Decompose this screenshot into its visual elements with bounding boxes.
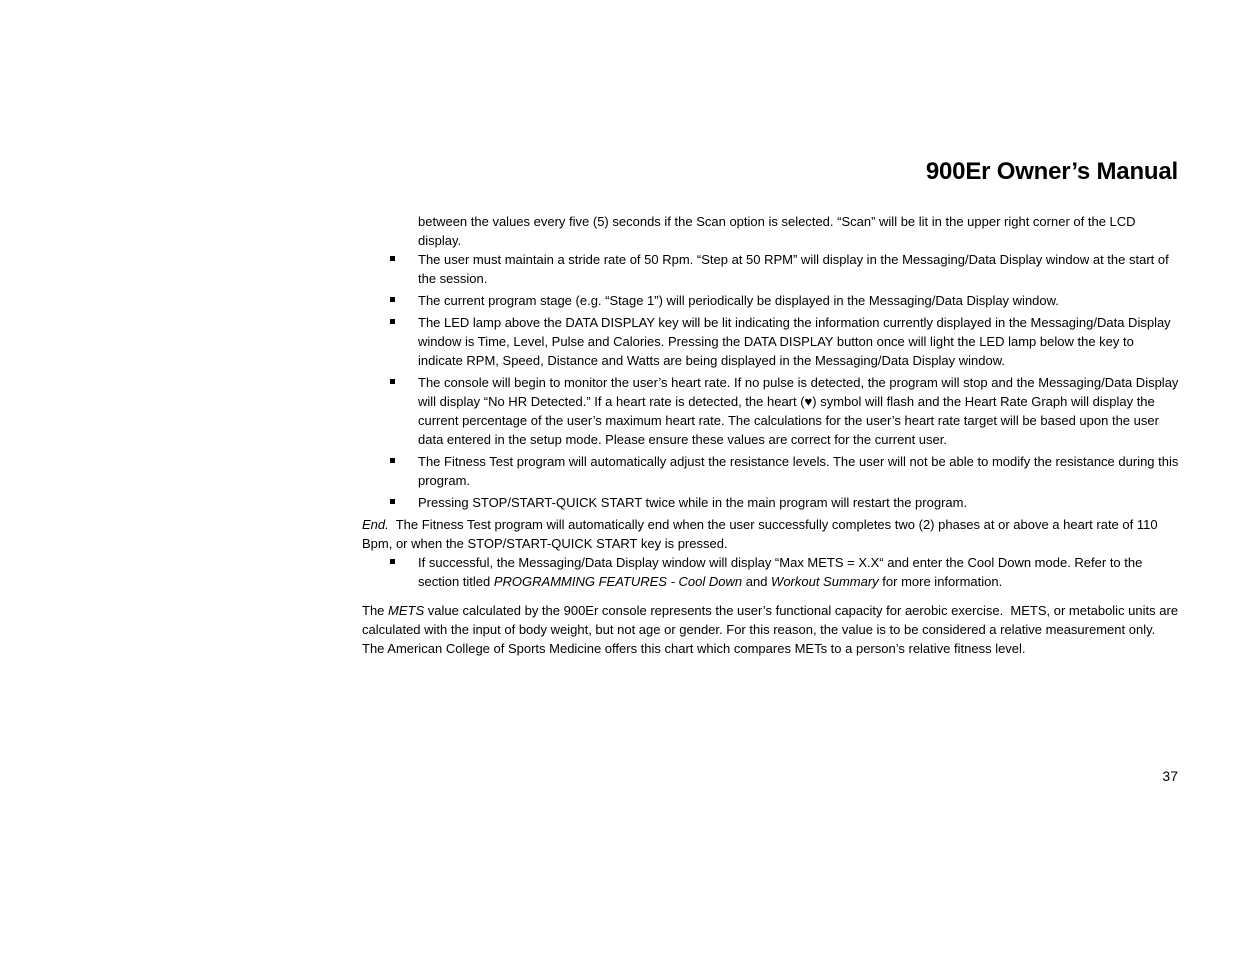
list-item: The console will begin to monitor the user’s heart rate. If no pulse is detected, the program will stop and the Messaging/Data Display will display “No HR Detected.” If a heart rate is detected, the heart (♥) symbol will flash and the Heart Rate Graph will display the current percentage of the user’s maximum heart rate. The calculations for the user’s heart rate target will be based upon the user data entered in the setup mode. Please ensure these values are correct for the current user. (362, 373, 1180, 449)
mets-paragraph: The METS value calculated by the 900Er console represents the user’s functional capacity for aerobic exercise. METS, or metabolic units are calculated with the input of body weight, but not age or gender. For this reason, the value is to be considered a relative measurement only. The American College of Sports Medicine offers this chart which compares METs to a person’s relative fitness level. (362, 603, 1182, 656)
bullet-square-icon (390, 297, 395, 302)
list-item: The current program stage (e.g. “Stage 1”) will periodically be displayed in the Messaging/Data Display window. (362, 291, 1180, 310)
list-item: The user must maintain a stride rate of 50 Rpm. “Step at 50 RPM” will display in the Messaging/Data Display window at the start of the session. (362, 250, 1180, 288)
page-number: 37 (1162, 768, 1178, 784)
list-item: If successful, the Messaging/Data Display window will display “Max METS = X.X“ and enter the Cool Down mode. Refer to the section titled PROGRAMMING FEATURES - Cool Down and Workout Summary for more information. (362, 553, 1180, 591)
document-body (362, 212, 1180, 658)
bullet-square-icon (390, 499, 395, 504)
list-item: The LED lamp above the DATA DISPLAY key will be lit indicating the information currently displayed in the Messaging/Data Display window is Time, Level, Pulse and Calories. Pressing the DATA DISPLAY button once will light the LED lamp below the key to indicate RPM, Speed, Distance and Watts are being displayed in the Messaging/Data Display window. (362, 313, 1180, 370)
continuation-text: between the values every five (5) seconds if the Scan option is selected. “Scan” will be lit in the upper right corner of the LCD display. (418, 214, 1136, 248)
list-item: The Fitness Test program will automatically adjust the resistance levels. The user will not be able to modify the resistance during this program. (362, 452, 1180, 490)
page-title: 900Er Owner’s Manual (925, 158, 1178, 185)
bullet-square-icon (390, 458, 395, 463)
bullet-square-icon (390, 559, 395, 564)
end-label: End. (362, 517, 389, 532)
end-paragraph: End. The Fitness Test program will automatically end when the user successfully completes two (2) phases at or above a heart rate of 110 Bpm, or when the STOP/START-QUICK START key is pressed. (362, 517, 1162, 551)
list-item: Pressing STOP/START-QUICK START twice while in the main program will restart the program. (362, 493, 1180, 512)
bullet-square-icon (390, 379, 395, 384)
bullet-square-icon (390, 256, 395, 261)
bullet-square-icon (390, 319, 395, 324)
bullet-list (362, 250, 1180, 512)
end-bullet-list (362, 553, 1180, 591)
